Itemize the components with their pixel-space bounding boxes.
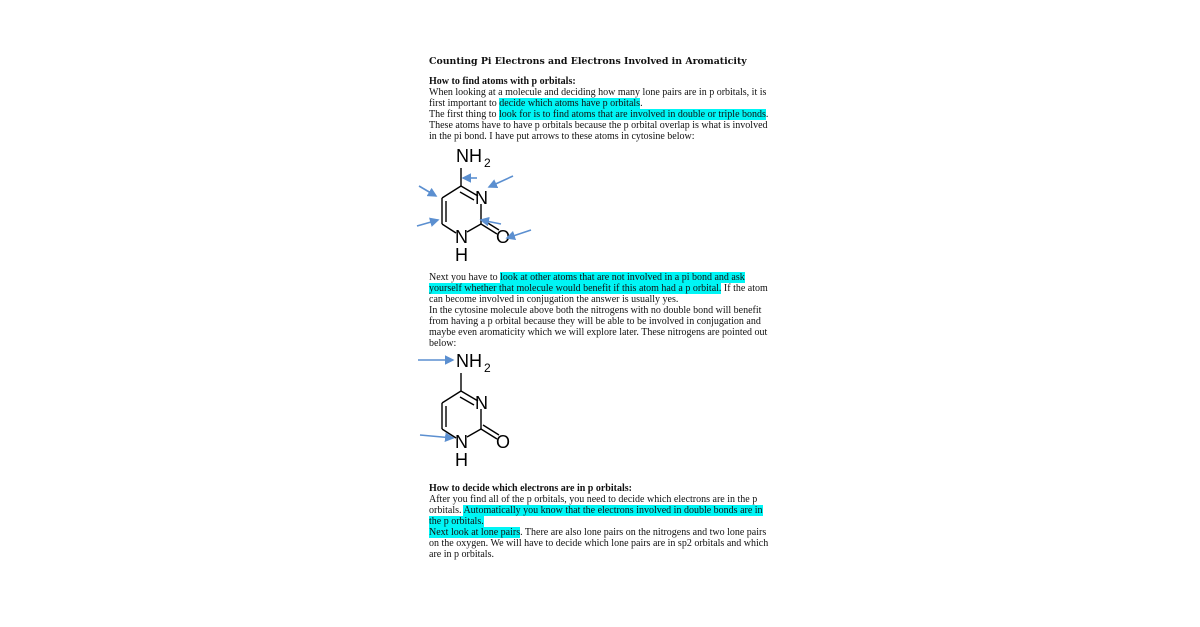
- paragraph: [429, 109, 774, 142]
- ring-nitrogen-top: N: [475, 188, 488, 208]
- arrow-icon: [419, 186, 436, 196]
- highlighted-text: Next look at lone pairs: [429, 527, 521, 538]
- section-heading-electrons: How to decide which electrons are in p orbitals:: [429, 483, 632, 494]
- ring-nitrogen-bottom: N: [455, 432, 468, 452]
- arrow-icon: [507, 230, 531, 238]
- amine-subscript: 2: [484, 361, 491, 375]
- amine-subscript: 2: [484, 156, 491, 170]
- text-run: The first thing to: [429, 109, 499, 120]
- arrow-icon: [481, 220, 501, 224]
- text-run: . There are also lone pairs on the nitrogens and two lone pairs on the oxygen. We will have to decide which lone pairs are in sp2 orbitals and which are in p orbitals.: [429, 527, 769, 560]
- cytosine-figure-double-bond-atoms: [415, 146, 545, 268]
- arrow-icon: [420, 435, 453, 438]
- arrow-icon: [417, 220, 438, 226]
- oxygen-label: O: [496, 432, 511, 452]
- ring-bonds: [442, 373, 499, 439]
- highlighted-text: Automatically you know that the electrons involved in double bonds are in the p orbitals.: [429, 505, 763, 527]
- highlighted-text: look at other atoms that are not involved in a pi bond and ask yourself whether that molecule would benefit if this atom had a p orbital.: [429, 272, 745, 294]
- amine-label: NH: [456, 351, 482, 371]
- paragraph: In the cytosine molecule above both the nitrogens with no double bond will benefit from having a p orbital because they will be able to be involved in conjugation and maybe even aromaticity which we will explore later. These nitrogens are pointed out below:: [429, 305, 768, 349]
- document-title: Counting Pi Electrons and Electrons Involved in Aromaticity: [429, 56, 747, 67]
- text-run: Next you have to: [429, 272, 501, 283]
- cytosine-figure-nitrogens: [415, 349, 545, 473]
- ring-nitrogen-top: N: [475, 393, 488, 413]
- text-run: . These atoms have to have p orbitals because the p orbital overlap is what is involved in the pi bond. I have put arrows to these atoms in cytosine below:: [429, 109, 769, 142]
- paragraph: [429, 494, 774, 527]
- hydrogen-label: H: [455, 245, 468, 265]
- document-page: [429, 56, 774, 560]
- section-heading-p-orbitals: How to find atoms with p orbitals:: [429, 76, 576, 87]
- text-run: .: [640, 98, 643, 109]
- highlighted-text: decide which atoms have p orbitals: [499, 98, 641, 109]
- oxygen-label: O: [496, 227, 511, 247]
- text-run: After you find all of the p orbitals, you need to decide which electrons are in the p orbitals.: [429, 494, 758, 516]
- ring-nitrogen-bottom: N: [455, 227, 468, 247]
- highlighted-text: look for is to find atoms that are involved in double or triple bonds: [499, 109, 766, 120]
- text-run: When looking at a molecule and deciding how many lone pairs are in p orbitals, it is first important to: [429, 87, 767, 109]
- text-run: If the atom can become involved in conjugation the answer is usually yes.: [429, 283, 768, 305]
- amine-label: NH: [456, 146, 482, 166]
- paragraph: [429, 87, 774, 109]
- arrow-icon: [489, 176, 513, 187]
- paragraph: [429, 527, 774, 560]
- paragraph: [429, 272, 774, 305]
- hydrogen-label: H: [455, 450, 468, 470]
